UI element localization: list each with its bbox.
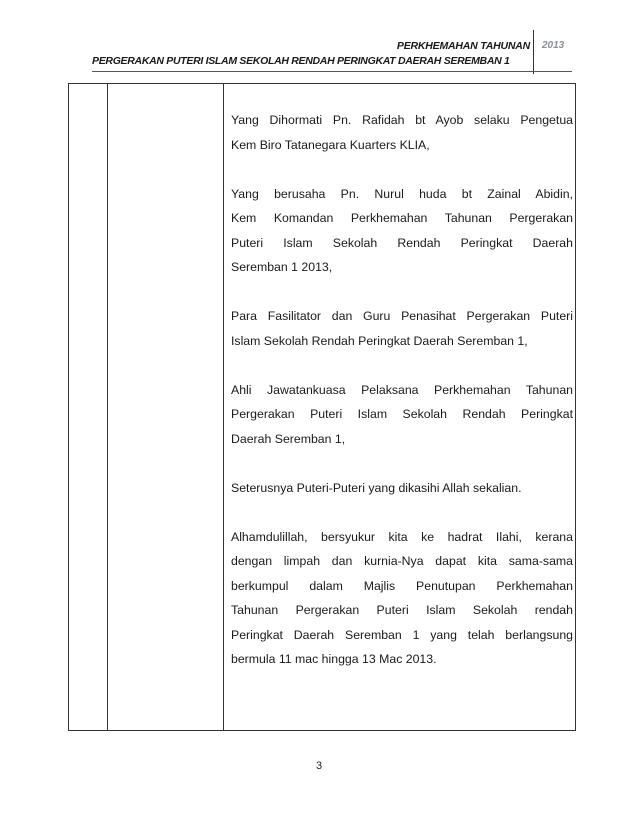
text-line: berkumpul dalam Majlis Penutupan Perkhemahan [231, 578, 573, 593]
text-line: Ahli Jawatankuasa Pelaksana Perkhemahan Tahunan [231, 382, 573, 397]
text-line: Peringkat Daerah Seremban 1 yang telah berlangsung [231, 627, 573, 642]
text-line: Pergerakan Puteri Islam Sekolah Rendah Peringkat [231, 407, 573, 421]
table-column-divider-2 [223, 84, 224, 730]
header-title-line1: PERKHEMAHAN TAHUNAN [396, 40, 530, 52]
header-title-line2: PERGERAKAN PUTERI ISLAM SEKOLAH RENDAH PERINGKAT DAERAH SEREMBAN 1 [92, 55, 510, 67]
text-line: bermula 11 mac hingga 13 Mac 2013. [231, 652, 437, 666]
text-line: dengan limpah dan kurnia-Nya dapat kita sama-sama [231, 554, 573, 568]
speech-text [231, 108, 573, 696]
text-line: Seterusnya Puteri-Puteri yang dikasihi Allah sekalian. [231, 480, 522, 495]
table-column-divider-1 [107, 84, 108, 730]
paragraph [231, 378, 573, 452]
page-header [0, 0, 638, 80]
text-line: Islam Sekolah Rendah Peringkat Daerah Seremban 1, [231, 333, 528, 348]
text-line: Yang Dihormati Pn. Rafidah bt Ayob selaku Pengetua [231, 113, 573, 127]
paragraph [231, 525, 573, 672]
page-number: 3 [315, 760, 323, 772]
text-line: Kem Komandan Perkhemahan Tahunan Pergerakan [231, 211, 573, 225]
header-rule [92, 71, 572, 72]
text-line: Yang berusaha Pn. Nurul huda bt Zainal Abidin, [231, 186, 573, 201]
paragraph [231, 182, 573, 280]
text-line: Kem Biro Tatanegara Kuarters KLIA, [231, 137, 430, 152]
text-line: Puteri Islam Sekolah Rendah Peringkat Daerah [231, 235, 573, 250]
text-line: Para Fasilitator dan Guru Penasihat Pergerakan Puteri [231, 309, 573, 323]
text-line: Tahunan Pergerakan Puteri Islam Sekolah rendah [231, 603, 573, 617]
header-divider [533, 30, 534, 74]
paragraph [231, 304, 573, 353]
text-line: Alhamdulillah, bersyukur kita ke hadrat Ilahi, kerana [231, 529, 573, 544]
paragraph [231, 476, 573, 501]
header-year: 2013 [542, 40, 565, 51]
paragraph [231, 108, 573, 157]
text-line: Daerah Seremban 1, [231, 431, 346, 446]
text-line: Seremban 1 2013, [231, 260, 333, 274]
